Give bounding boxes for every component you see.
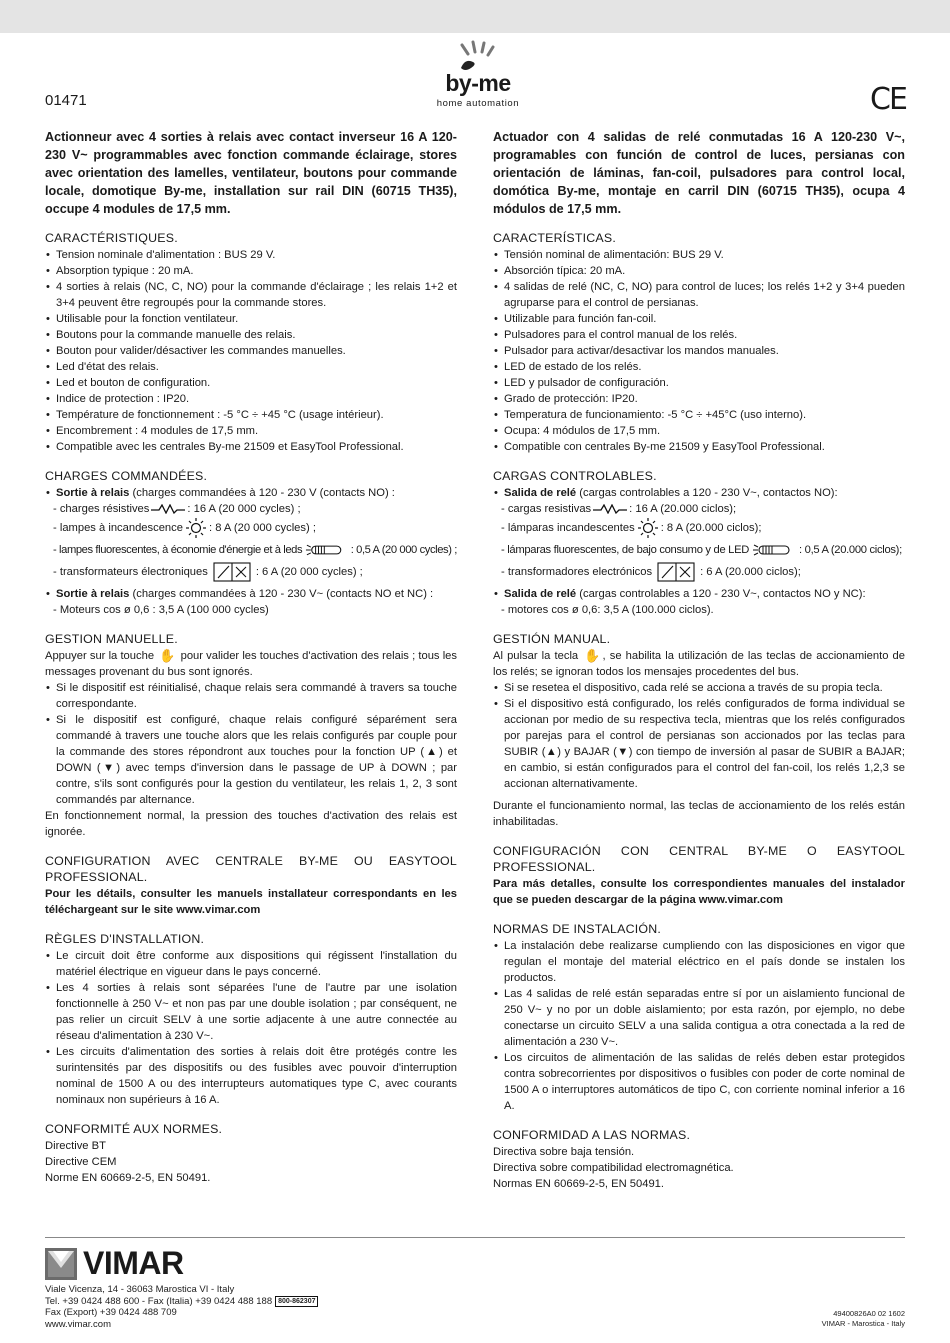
vimar-logo	[45, 1245, 184, 1282]
phone-line: Tel. +39 0424 488 600 - Fax (Italia) +39 0424 488 188 800-862307	[45, 1296, 318, 1308]
list-item: • Pulsador para activar/desactivar los mandos manuales.	[493, 343, 905, 359]
list-item: • 4 sorties à relais (NC, C, NO) pour la commande d'éclairage ; les relais 1+2 et 3+4 peuvent être regroupés pour la commande stores.	[45, 279, 457, 311]
incandescent-load-row: - lampes à incandescence : 8 A (20 000 cycles) ;	[45, 517, 457, 539]
list-item: • Compatible avec les centrales By-me 21509 et EasyTool Professional.	[45, 439, 457, 455]
list-item: • Bouton pour valider/désactiver les commandes manuelles.	[45, 343, 457, 359]
es-characteristics-list	[493, 247, 905, 455]
fax-line: Fax (Export) +39 0424 488 709	[45, 1307, 177, 1319]
es-install-title: NORMAS DE INSTALACIÓN.	[493, 922, 662, 937]
list-item: • Salida de relé (cargas controlables a 120 - 230 V~, contactos NO):	[493, 485, 905, 501]
list-item: • Si el dispositivo está configurado, los relés configurados de forma individual se accionan por medio de su respectiva tecla, mientras que los relés configurados por parejas para el control de persianas son accionados por las teclas para SUBIR (▲) y BAJAR (▼) con tiempo de inversión al pasar de SUBIR a BAJAR; en cambio, si están configurados para el control del fan-coil, los relés 1,2,3 se accionan alternativamente.	[493, 696, 905, 792]
doc-ref-code: 49400826A0 02 1602	[833, 1309, 905, 1318]
es-loads-title: CARGAS CONTROLABLES.	[493, 469, 657, 483]
conformity-line: Directiva sobre baja tensión.	[493, 1146, 635, 1159]
es-manual-intro: Al pulsar la tecla ✋ , se habilita la utilización de las teclas de accionamiento de los relés; se ignoran todos los mensajes procedentes del bus.	[493, 648, 905, 679]
list-item: • Compatible con centrales By-me 21509 y EasyTool Professional.	[493, 439, 905, 455]
resistor-icon	[593, 504, 627, 514]
es-manual-list	[493, 680, 905, 792]
fr-manual-title: GESTION MANUELLE.	[45, 632, 178, 646]
byme-logo	[428, 40, 528, 112]
transformer-icon	[210, 562, 254, 582]
fr-install-title: RÈGLES D'INSTALLATION.	[45, 932, 205, 947]
vimar-emblem-icon	[45, 1248, 77, 1280]
fr-manual-note: En fonctionnement normal, la pression des touches d'activation des relais est ignorée.	[45, 810, 457, 839]
list-item: • 4 salidas de relé (NC, C, NO) para control de luces; los relés 1+2 y 3+4 pueden agruparse para el control de persianas.	[493, 279, 905, 311]
list-item: • Tensión nominal de alimentación: BUS 29 V.	[493, 247, 905, 263]
es-loads-list-2	[493, 586, 905, 602]
fr-manual-list	[45, 680, 457, 808]
es-manual-note: Durante el funcionamiento normal, las teclas de accionamiento de los relés están inhabilitadas.	[493, 800, 905, 829]
fr-install-list	[45, 948, 457, 1108]
list-item: • Ocupa: 4 módulos de 17,5 mm.	[493, 423, 905, 439]
product-code: 01471	[45, 92, 87, 109]
top-gray-bar	[0, 0, 950, 33]
resistive-load-row: - cargas resistivas : 16 A (20.000 ciclos);	[501, 503, 737, 515]
es-install-list	[493, 938, 905, 1114]
vimar-brand: VIMAR	[83, 1245, 184, 1281]
list-item: • Indice de protection : IP20.	[45, 391, 457, 407]
es-config-text: Para más detalles, consulte los correspondientes manuales del instalador que se pueden descargar de la página www.vimar.com	[493, 878, 905, 907]
fr-config-title: CONFIGURATION AVEC CENTRALE BY-ME OU EASYTOOL PROFESSIONAL.	[45, 854, 457, 885]
list-item: • Grado de protección: IP20.	[493, 391, 905, 407]
conformity-line: Norme EN 60669-2-5, EN 50491.	[45, 1172, 211, 1185]
ce-mark: CE	[870, 82, 906, 117]
incandescent-load-row: - lámparas incandescentes : 8 A (20.000 ciclos);	[493, 517, 905, 539]
list-item: • Led et bouton de configuration.	[45, 375, 457, 391]
es-conformity-title: CONFORMIDAD A LAS NORMAS.	[493, 1128, 691, 1143]
logo-brand: by-me	[445, 70, 511, 96]
list-item: • Los circuitos de alimentación de las salidas de relés deben estar protegidos contra sobrecorrientes por dispositivos o fusibles con poder de corte nominal de 1500 A o interruptores automáticos de tipo C, con corriente nominal inferior a 16 A.	[493, 1050, 905, 1114]
conformity-line: Normas EN 60669-2-5, EN 50491.	[493, 1178, 665, 1191]
es-config-title: CONFIGURACIÓN CON CENTRAL BY-ME O EASYTOOL PROFESSIONAL.	[493, 844, 905, 875]
conformity-line: Directive BT	[45, 1140, 106, 1153]
resistive-load-row: - charges résistives : 16 A (20 000 cycles) ;	[53, 503, 301, 515]
fluorescent-load-row: - lámparas fluorescentes, de bajo consumo y de LED : 0,5 A (20.000 ciclos);	[501, 544, 902, 556]
conformity-line: Directive CEM	[45, 1156, 117, 1169]
transformer-load-row: - transformadores electrónicos : 6 A (20.000 ciclos);	[493, 561, 905, 583]
list-item: • Absorción típica: 20 mA.	[493, 263, 905, 279]
hand-rays-icon	[428, 40, 528, 74]
list-item: • Utilizable para función fan-coil.	[493, 311, 905, 327]
doc-ref-city: VIMAR - Marostica - Italy	[821, 1319, 905, 1328]
light-bulb-icon	[637, 518, 659, 538]
footer-divider	[45, 1237, 905, 1238]
es-intro: Actuador con 4 salidas de relé conmutadas 16 A 120-230 V~, programables con función de control de luces, persianas con orientación de láminas, fan-coil, pulsadores para control local, domótica By-me, montaje en carril DIN (60715 TH35), ocupa 4 módulos de 17,5 mm.	[493, 130, 905, 216]
motor-load-row: - Moteurs cos ø 0,6 : 3,5 A (100 000 cycles)	[53, 604, 269, 616]
list-item: • Boutons pour la commande manuelle des relais.	[45, 327, 457, 343]
fr-characteristics-title: CARACTÉRISTIQUES.	[45, 231, 178, 245]
list-item: • Tension nominale d'alimentation : BUS 29 V.	[45, 247, 457, 263]
hand-press-icon: ✋	[584, 648, 601, 664]
document-reference	[822, 1309, 905, 1329]
list-item: • LED de estado de los relés.	[493, 359, 905, 375]
fr-loads-list-2	[45, 586, 457, 602]
fr-intro: Actionneur avec 4 sorties à relais avec contact inverseur 16 A 120-230 V~ programmables avec fonction commande éclairage, stores avec orientation des lamelles, ventilateur, boutons pour commande locale, domotique By-me, installation sur rail DIN (60715 TH35), occupe 4 modules de 17,5 mm.	[45, 130, 457, 216]
fr-manual-intro: Appuyer sur la touche ✋ pour valider les touches d'activation des relais ; tous les messages provenant du bus sont ignorés.	[45, 648, 457, 679]
toll-free-badge: 800-862307	[275, 1296, 318, 1307]
list-item: • La instalación debe realizarse cumpliendo con las disposiciones en vigor que regulan el montaje del material eléctrico en el país donde se instalen los productos.	[493, 938, 905, 986]
list-item: • Sortie à relais (charges commandées à 120 - 230 V (contacts NO) :	[45, 485, 457, 501]
list-item: • Led d'état des relais.	[45, 359, 457, 375]
list-item: • Si le dispositif est réinitialisé, chaque relais sera commandé à travers sa touche correspondante.	[45, 680, 457, 712]
logo-tagline: home automation	[436, 98, 520, 109]
address-line: Viale Vicenza, 14 - 36063 Marostica VI - Italy	[45, 1284, 235, 1295]
list-item: • Les circuits d'alimentation des sorties à relais doit être protégés contre les surintensités par des dispositifs ou des fusibles avec pouvoir d'interruption nominal de 1500 A ou des interrupteurs automatiques type C, avec courants nominaux non supérieurs à 16 A.	[45, 1044, 457, 1108]
transformer-load-row: - transformateurs électroniques : 6 A (20 000 cycles) ;	[45, 561, 457, 583]
spanish-column	[493, 128, 905, 1192]
fluorescent-tube-icon	[751, 542, 797, 558]
es-loads-list	[493, 485, 905, 501]
resistor-icon	[151, 504, 185, 514]
fluorescent-tube-icon	[304, 542, 349, 558]
list-item: • Las 4 salidas de relé están separadas entre sí por un aislamiento funcional de 250 V~ y no por un doble aislamiento; por esta razón, por ejemplo, no debe conectarse un circuito SELV a una salida contigua a otra conectada a la red de alimentación a 230 V~.	[493, 986, 905, 1050]
list-item: • Le circuit doit être conforme aux dispositions qui régissent l'installation du matériel électrique en vigueur dans le pays concerné.	[45, 948, 457, 980]
list-item: • LED y pulsador de configuración.	[493, 375, 905, 391]
conformity-line: Directiva sobre compatibilidad electromagnética.	[493, 1162, 734, 1175]
company-address	[45, 1284, 318, 1330]
fr-loads-list	[45, 485, 457, 501]
website-line[interactable]: www.vimar.com	[45, 1318, 111, 1330]
fr-characteristics-list	[45, 247, 457, 455]
light-bulb-icon	[185, 518, 207, 538]
es-manual-title: GESTIÓN MANUAL.	[493, 632, 611, 646]
transformer-icon	[654, 562, 698, 582]
fr-loads-title: CHARGES COMMANDÉES.	[45, 469, 208, 483]
es-characteristics-title: CARACTERÍSTICAS.	[493, 231, 616, 245]
french-column	[45, 128, 457, 1186]
list-item: • Si se resetea el dispositivo, cada relé se acciona a través de su propia tecla.	[493, 680, 905, 696]
list-item: • Temperatura de funcionamiento: -5 °C ÷ +45°C (uso interno).	[493, 407, 905, 423]
fluorescent-load-row: - lampes fluorescentes, à économie d'énergie et à leds : 0,5 A (20 000 cycles) ;	[53, 544, 457, 556]
motor-load-row: - motores cos ø 0,6: 3,5 A (100.000 ciclos).	[501, 604, 714, 616]
list-item: • Encombrement : 4 modules de 17,5 mm.	[45, 423, 457, 439]
fr-conformity-title: CONFORMITÉ AUX NORMES.	[45, 1122, 223, 1137]
list-item: • Si le dispositif est configuré, chaque relais configuré séparément sera commandé à travers une touche alors que les relais configurés par couple pour la commande des stores répondront aux touches pour la fonction UP (▲) et DOWN (▼) avec temps d'inversion dans le passage de UP à DOWN ; par contre, s'ils sont configurés pour la gestion du ventilateur, les relais 1, 2, 3 sont commandés par alternance.	[45, 712, 457, 808]
fr-config-text: Pour les détails, consulter les manuels installateur correspondants en les téléchargeant sur le site www.vimar.com	[45, 888, 457, 917]
list-item: • Utilisable pour la fonction ventilateur.	[45, 311, 457, 327]
list-item: • Pulsadores para el control manual de los relés.	[493, 327, 905, 343]
list-item: • Les 4 sorties à relais sont séparées l'une de l'autre par une isolation fonctionnelle à 250 V~ et non pas par une double isolation ; par conséquent, ne pas relier un circuit SELV à une sortie adjacente à une autre connectée au réseau d'alimentation à 230 V~.	[45, 980, 457, 1044]
hand-press-icon: ✋	[159, 648, 176, 664]
list-item: • Salida de relé (cargas controlables a 120 - 230 V~, contactos NO y NC):	[493, 586, 905, 602]
list-item: • Absorption typique : 20 mA.	[45, 263, 457, 279]
list-item: • Sortie à relais (charges commandées à 120 - 230 V~ (contacts NO et NC) :	[45, 586, 457, 602]
list-item: • Température de fonctionnement : -5 °C ÷ +45 °C (usage intérieur).	[45, 407, 457, 423]
